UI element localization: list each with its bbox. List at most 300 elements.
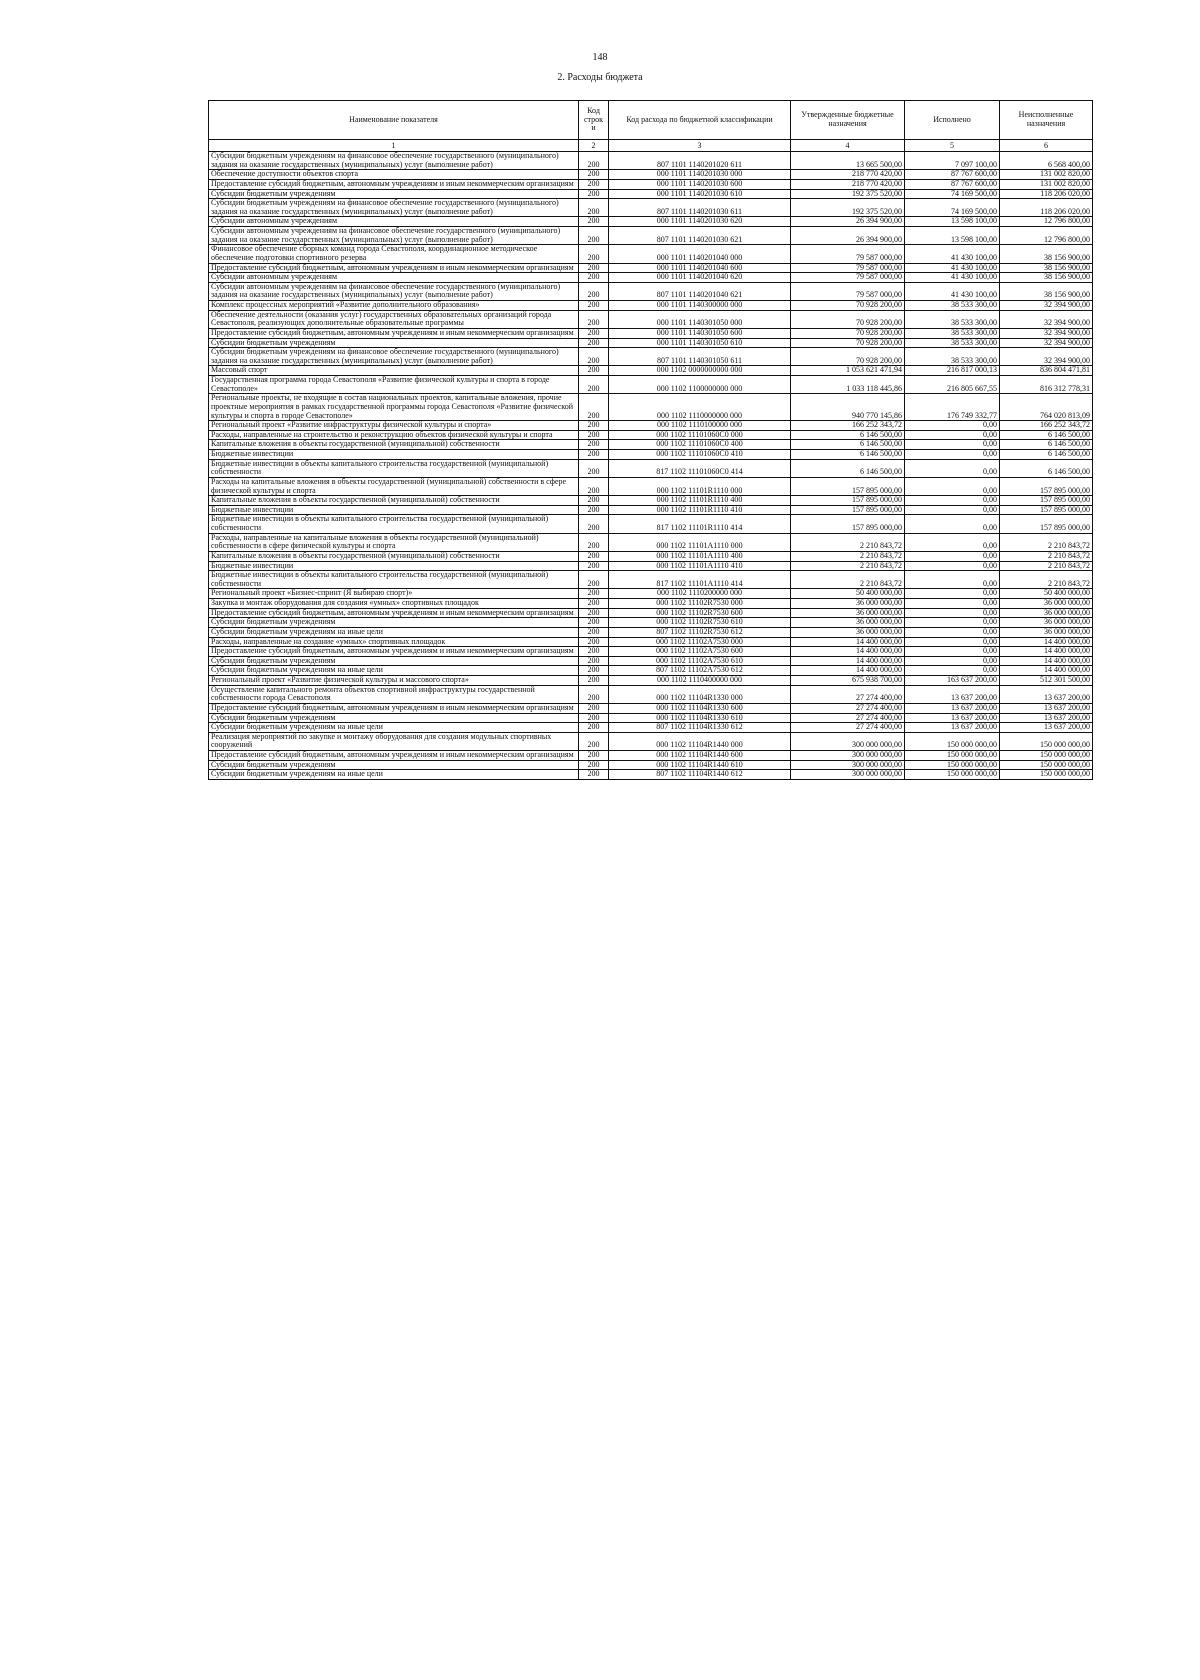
- row-unexecuted: 2 210 843,72: [1000, 571, 1093, 589]
- row-executed: 0,00: [905, 430, 1000, 440]
- row-name: Бюджетные инвестиции: [209, 561, 579, 571]
- row-executed: 0,00: [905, 656, 1000, 666]
- row-budget-code: 000 1101 1140201040 620: [609, 273, 791, 283]
- row-line-code: 200: [579, 430, 609, 440]
- row-unexecuted: 118 206 020,00: [1000, 199, 1093, 217]
- row-unexecuted: 157 895 000,00: [1000, 496, 1093, 506]
- row-unexecuted: 2 210 843,72: [1000, 533, 1093, 551]
- table-row: [209, 637, 1093, 647]
- row-budget-code: 000 1102 11101R1110 400: [609, 496, 791, 506]
- table-row: [209, 450, 1093, 460]
- row-approved: 1 033 118 445,86: [791, 376, 905, 394]
- column-number-row: [209, 140, 1093, 152]
- row-budget-code: 000 1102 11104R1440 610: [609, 760, 791, 770]
- row-name: Субсидии бюджетным учреждениям на иные цели: [209, 666, 579, 676]
- row-unexecuted: 38 156 900,00: [1000, 273, 1093, 283]
- row-executed: 41 430 100,00: [905, 263, 1000, 273]
- row-name: Субсидии бюджетным учреждениям: [209, 618, 579, 628]
- row-name: Финансовое обеспечение сборных команд города Севастополя, координационное методическое обеспечение подготовки спортивного резерва: [209, 245, 579, 263]
- row-line-code: 200: [579, 515, 609, 533]
- row-approved: 26 394 900,00: [791, 217, 905, 227]
- row-name: Субсидии автономным учреждениям на финансовое обеспечение государственного (муниципального) задания на оказание государственных (муниципальных) услуг (выполнение работ): [209, 227, 579, 245]
- row-budget-code: 807 1101 1140301050 611: [609, 348, 791, 366]
- row-executed: 0,00: [905, 421, 1000, 431]
- row-name: Предоставление субсидий бюджетным, автономным учреждениям и иным некоммерческим организациям: [209, 328, 579, 338]
- row-approved: 14 400 000,00: [791, 666, 905, 676]
- row-executed: 0,00: [905, 571, 1000, 589]
- row-approved: 166 252 343,72: [791, 421, 905, 431]
- row-name: Закупка и монтаж оборудования для создания «умных» спортивных площадок: [209, 599, 579, 609]
- row-budget-code: 000 1101 1140301050 610: [609, 338, 791, 348]
- row-name: Предоставление субсидий бюджетным, автономным учреждениям и иным некоммерческим организациям: [209, 751, 579, 761]
- row-approved: 70 928 200,00: [791, 338, 905, 348]
- row-approved: 6 146 500,00: [791, 450, 905, 460]
- row-unexecuted: 38 156 900,00: [1000, 245, 1093, 263]
- row-unexecuted: 14 400 000,00: [1000, 666, 1093, 676]
- row-approved: 79 587 000,00: [791, 263, 905, 273]
- row-executed: 0,00: [905, 637, 1000, 647]
- table-row: [209, 376, 1093, 394]
- row-approved: 157 895 000,00: [791, 515, 905, 533]
- table-row: [209, 338, 1093, 348]
- row-line-code: 200: [579, 273, 609, 283]
- row-line-code: 200: [579, 450, 609, 460]
- row-executed: 41 430 100,00: [905, 282, 1000, 300]
- row-line-code: 200: [579, 760, 609, 770]
- row-executed: 13 637 200,00: [905, 723, 1000, 733]
- row-line-code: 200: [579, 703, 609, 713]
- row-budget-code: 000 1102 11101R1110 000: [609, 477, 791, 495]
- row-executed: 0,00: [905, 477, 1000, 495]
- row-line-code: 200: [579, 751, 609, 761]
- row-name: Предоставление субсидий бюджетным, автономным учреждениям и иным некоммерческим организациям: [209, 263, 579, 273]
- row-approved: 6 146 500,00: [791, 440, 905, 450]
- row-name: Обеспечение деятельности (оказания услуг) государственных образовательных организаций города Севастополя, реализующих дополнительные образовательные программы: [209, 310, 579, 328]
- row-line-code: 200: [579, 245, 609, 263]
- row-approved: 300 000 000,00: [791, 770, 905, 780]
- row-executed: 150 000 000,00: [905, 751, 1000, 761]
- row-name: Бюджетные инвестиции в объекты капитального строительства государственной (муниципальной) собственности: [209, 571, 579, 589]
- page-number: 148: [592, 52, 608, 63]
- row-line-code: 200: [579, 713, 609, 723]
- row-unexecuted: 2 210 843,72: [1000, 551, 1093, 561]
- table-row: [209, 589, 1093, 599]
- row-budget-code: 000 1101 1140201040 000: [609, 245, 791, 263]
- row-approved: 36 000 000,00: [791, 627, 905, 637]
- row-line-code: 200: [579, 217, 609, 227]
- row-budget-code: 000 1101 1140301050 000: [609, 310, 791, 328]
- row-unexecuted: 118 206 020,00: [1000, 189, 1093, 199]
- column-number: 3: [609, 140, 791, 152]
- table-row: [209, 301, 1093, 311]
- row-approved: 2 210 843,72: [791, 571, 905, 589]
- row-budget-code: 817 1102 11101060C0 414: [609, 459, 791, 477]
- row-line-code: 200: [579, 770, 609, 780]
- row-executed: 74 169 500,00: [905, 189, 1000, 199]
- row-name: Субсидии бюджетным учреждениям: [209, 338, 579, 348]
- table-row: [209, 199, 1093, 217]
- row-budget-code: 807 1102 11102R7530 612: [609, 627, 791, 637]
- row-line-code: 200: [579, 440, 609, 450]
- table-row: [209, 282, 1093, 300]
- row-executed: 0,00: [905, 561, 1000, 571]
- row-executed: 0,00: [905, 608, 1000, 618]
- table-row: [209, 751, 1093, 761]
- row-budget-code: 000 1102 11101R1110 410: [609, 505, 791, 515]
- row-name: Региональный проект «Развитие инфраструктуры физической культуры и спорта»: [209, 421, 579, 431]
- header-executed: Исполнено: [905, 101, 1000, 140]
- row-approved: 14 400 000,00: [791, 647, 905, 657]
- row-line-code: 200: [579, 647, 609, 657]
- table-row: [209, 676, 1093, 686]
- row-approved: 36 000 000,00: [791, 608, 905, 618]
- row-line-code: 200: [579, 571, 609, 589]
- table-row: [209, 656, 1093, 666]
- header-unexecuted: Неисполненные назначения: [1000, 101, 1093, 140]
- row-approved: 27 274 400,00: [791, 685, 905, 703]
- row-budget-code: 000 1102 1110000000 000: [609, 394, 791, 421]
- row-unexecuted: 131 002 820,00: [1000, 170, 1093, 180]
- row-name: Субсидии бюджетным учреждениям на иные цели: [209, 627, 579, 637]
- row-budget-code: 807 1102 11104R1330 612: [609, 723, 791, 733]
- row-name: Расходы, направленные на создание «умных» спортивных площадок: [209, 637, 579, 647]
- row-unexecuted: 32 394 900,00: [1000, 301, 1093, 311]
- row-budget-code: 817 1102 11101R1110 414: [609, 515, 791, 533]
- row-unexecuted: 32 394 900,00: [1000, 310, 1093, 328]
- row-budget-code: 000 1102 11101A1110 400: [609, 551, 791, 561]
- row-approved: 218 770 420,00: [791, 179, 905, 189]
- row-line-code: 200: [579, 338, 609, 348]
- row-approved: 157 895 000,00: [791, 477, 905, 495]
- table-body: [209, 152, 1093, 780]
- row-executed: 0,00: [905, 618, 1000, 628]
- table-row: [209, 496, 1093, 506]
- table-row: [209, 328, 1093, 338]
- table-row: [209, 273, 1093, 283]
- row-executed: 176 749 332,77: [905, 394, 1000, 421]
- table-row: [209, 217, 1093, 227]
- row-approved: 218 770 420,00: [791, 170, 905, 180]
- row-name: Обеспечение доступности объектов спорта: [209, 170, 579, 180]
- row-executed: 13 598 100,00: [905, 227, 1000, 245]
- row-line-code: 200: [579, 618, 609, 628]
- row-name: Субсидии автономным учреждениям на финансовое обеспечение государственного (муниципального) задания на оказание государственных (муниципальных) услуг (выполнение работ): [209, 282, 579, 300]
- table-row: [209, 310, 1093, 328]
- row-name: Предоставление субсидий бюджетным, автономным учреждениям и иным некоммерческим организациям: [209, 179, 579, 189]
- row-unexecuted: 512 301 500,00: [1000, 676, 1093, 686]
- row-line-code: 200: [579, 263, 609, 273]
- row-name: Региональный проект «Развитие физической культуры и массового спорта»: [209, 676, 579, 686]
- row-line-code: 200: [579, 732, 609, 750]
- row-name: Бюджетные инвестиции в объекты капитального строительства государственной (муниципальной) собственности: [209, 459, 579, 477]
- row-unexecuted: 32 394 900,00: [1000, 338, 1093, 348]
- row-approved: 36 000 000,00: [791, 599, 905, 609]
- row-unexecuted: 32 394 900,00: [1000, 328, 1093, 338]
- table-row: [209, 152, 1093, 170]
- row-line-code: 200: [579, 348, 609, 366]
- row-name: Субсидии бюджетным учреждениям на иные цели: [209, 770, 579, 780]
- row-approved: 157 895 000,00: [791, 496, 905, 506]
- header-line-code: Код строк и: [579, 101, 609, 140]
- row-unexecuted: 157 895 000,00: [1000, 477, 1093, 495]
- row-budget-code: 000 1102 11104R1330 610: [609, 713, 791, 723]
- row-executed: 0,00: [905, 505, 1000, 515]
- row-executed: 0,00: [905, 440, 1000, 450]
- header-indicator-name: Наименование показателя: [209, 101, 579, 140]
- row-executed: 0,00: [905, 515, 1000, 533]
- row-approved: 940 770 145,86: [791, 394, 905, 421]
- table-row: [209, 245, 1093, 263]
- table-row: [209, 505, 1093, 515]
- row-approved: 1 053 621 471,94: [791, 366, 905, 376]
- header-approved: Утвержденные бюджетные назначения: [791, 101, 905, 140]
- row-budget-code: 807 1101 1140201020 611: [609, 152, 791, 170]
- table-row: [209, 770, 1093, 780]
- row-line-code: 200: [579, 199, 609, 217]
- table-row: [209, 227, 1093, 245]
- row-unexecuted: 2 210 843,72: [1000, 561, 1093, 571]
- row-name: Субсидии бюджетным учреждениям: [209, 656, 579, 666]
- row-executed: 13 637 200,00: [905, 685, 1000, 703]
- row-executed: 0,00: [905, 533, 1000, 551]
- row-approved: 27 274 400,00: [791, 703, 905, 713]
- row-executed: 150 000 000,00: [905, 732, 1000, 750]
- row-executed: 87 767 600,00: [905, 179, 1000, 189]
- table-row: [209, 618, 1093, 628]
- row-name: Субсидии бюджетным учреждениям на иные цели: [209, 723, 579, 733]
- row-line-code: 200: [579, 179, 609, 189]
- row-name: Капитальные вложения в объекты государственной (муниципальной) собственности: [209, 440, 579, 450]
- column-number: 2: [579, 140, 609, 152]
- row-unexecuted: 6 146 500,00: [1000, 440, 1093, 450]
- row-approved: 2 210 843,72: [791, 551, 905, 561]
- row-name: Капитальные вложения в объекты государственной (муниципальной) собственности: [209, 496, 579, 506]
- row-executed: 0,00: [905, 551, 1000, 561]
- row-unexecuted: 150 000 000,00: [1000, 751, 1093, 761]
- table-row: [209, 627, 1093, 637]
- row-approved: 70 928 200,00: [791, 301, 905, 311]
- row-executed: 0,00: [905, 647, 1000, 657]
- row-unexecuted: 6 568 400,00: [1000, 152, 1093, 170]
- row-executed: 87 767 600,00: [905, 170, 1000, 180]
- row-executed: 74 169 500,00: [905, 199, 1000, 217]
- row-approved: 2 210 843,72: [791, 533, 905, 551]
- row-budget-code: 000 1101 1140301050 600: [609, 328, 791, 338]
- row-executed: 38 533 300,00: [905, 338, 1000, 348]
- row-name: Реализация мероприятий по закупке и монтажу оборудования для создания модульных спортивных сооружений: [209, 732, 579, 750]
- row-name: Субсидии бюджетным учреждениям на финансовое обеспечение государственного (муниципального) задания на оказание государственных (муниципальных) услуг (выполнение работ): [209, 199, 579, 217]
- row-name: Государственная программа города Севастополя «Развитие физической культуры и спорта в городе Севастополе»: [209, 376, 579, 394]
- header-budget-code: Код расхода по бюджетной классификации: [609, 101, 791, 140]
- row-line-code: 200: [579, 282, 609, 300]
- row-executed: 0,00: [905, 496, 1000, 506]
- row-executed: 7 097 100,00: [905, 152, 1000, 170]
- row-budget-code: 000 1102 11101A1110 000: [609, 533, 791, 551]
- row-budget-code: 807 1101 1140201040 621: [609, 282, 791, 300]
- row-executed: 41 430 100,00: [905, 273, 1000, 283]
- row-budget-code: 000 1101 1140201040 600: [609, 263, 791, 273]
- column-number: 4: [791, 140, 905, 152]
- budget-expenses-table: [208, 100, 1093, 780]
- row-executed: 216 817 000,13: [905, 366, 1000, 376]
- row-approved: 70 928 200,00: [791, 348, 905, 366]
- row-budget-code: 000 1102 11102A7530 600: [609, 647, 791, 657]
- row-approved: 27 274 400,00: [791, 723, 905, 733]
- row-unexecuted: 14 400 000,00: [1000, 656, 1093, 666]
- table-row: [209, 440, 1093, 450]
- row-budget-code: 000 1102 11101060C0 410: [609, 450, 791, 460]
- row-budget-code: 817 1102 11101A1110 414: [609, 571, 791, 589]
- row-budget-code: 000 1102 11104R1330 600: [609, 703, 791, 713]
- row-approved: 675 938 700,00: [791, 676, 905, 686]
- row-approved: 192 375 520,00: [791, 189, 905, 199]
- row-budget-code: 000 1101 1140201030 000: [609, 170, 791, 180]
- section-title: 2. Расходы бюджета: [557, 72, 643, 83]
- row-executed: 150 000 000,00: [905, 760, 1000, 770]
- row-unexecuted: 14 400 000,00: [1000, 637, 1093, 647]
- row-budget-code: 000 1102 1110400000 000: [609, 676, 791, 686]
- row-line-code: 200: [579, 310, 609, 328]
- row-name: Расходы, направленные на капитальные вложения в объекты государственной (муниципальной) собственности в сфере физической культуры и спорта: [209, 533, 579, 551]
- row-line-code: 200: [579, 685, 609, 703]
- row-line-code: 200: [579, 376, 609, 394]
- row-name: Бюджетные инвестиции: [209, 505, 579, 515]
- row-approved: 192 375 520,00: [791, 199, 905, 217]
- row-name: Бюджетные инвестиции в объекты капитального строительства государственной (муниципальной) собственности: [209, 515, 579, 533]
- row-unexecuted: 36 000 000,00: [1000, 608, 1093, 618]
- row-name: Субсидии бюджетным учреждениям на финансовое обеспечение государственного (муниципального) задания на оказание государственных (муниципальных) услуг (выполнение работ): [209, 348, 579, 366]
- row-unexecuted: 38 156 900,00: [1000, 263, 1093, 273]
- row-executed: 0,00: [905, 627, 1000, 637]
- row-budget-code: 000 1102 11102R7530 600: [609, 608, 791, 618]
- row-approved: 300 000 000,00: [791, 732, 905, 750]
- row-line-code: 200: [579, 189, 609, 199]
- row-line-code: 200: [579, 227, 609, 245]
- row-budget-code: 807 1101 1140201030 621: [609, 227, 791, 245]
- row-unexecuted: 36 000 000,00: [1000, 599, 1093, 609]
- table-row: [209, 561, 1093, 571]
- row-unexecuted: 816 312 778,31: [1000, 376, 1093, 394]
- row-line-code: 200: [579, 561, 609, 571]
- row-line-code: 200: [579, 152, 609, 170]
- row-unexecuted: 13 637 200,00: [1000, 703, 1093, 713]
- row-name: Предоставление субсидий бюджетным, автономным учреждениям и иным некоммерческим организациям: [209, 608, 579, 618]
- row-executed: 38 533 300,00: [905, 301, 1000, 311]
- row-name: Массовый спорт: [209, 366, 579, 376]
- row-name: Бюджетные инвестиции: [209, 450, 579, 460]
- table-row: [209, 179, 1093, 189]
- row-approved: 14 400 000,00: [791, 656, 905, 666]
- row-budget-code: 000 1101 1140201030 600: [609, 179, 791, 189]
- table-row: [209, 599, 1093, 609]
- row-line-code: 200: [579, 551, 609, 561]
- column-number: 5: [905, 140, 1000, 152]
- row-unexecuted: 6 146 500,00: [1000, 430, 1093, 440]
- row-line-code: 200: [579, 533, 609, 551]
- row-unexecuted: 157 895 000,00: [1000, 515, 1093, 533]
- row-unexecuted: 13 637 200,00: [1000, 685, 1093, 703]
- table-row: [209, 459, 1093, 477]
- row-name: Предоставление субсидий бюджетным, автономным учреждениям и иным некоммерческим организациям: [209, 703, 579, 713]
- row-line-code: 200: [579, 394, 609, 421]
- row-unexecuted: 6 146 500,00: [1000, 450, 1093, 460]
- table-row: [209, 685, 1093, 703]
- row-approved: 36 000 000,00: [791, 618, 905, 628]
- column-number: 1: [209, 140, 579, 152]
- row-line-code: 200: [579, 421, 609, 431]
- row-executed: 0,00: [905, 589, 1000, 599]
- row-line-code: 200: [579, 676, 609, 686]
- row-approved: 6 146 500,00: [791, 430, 905, 440]
- row-approved: 14 400 000,00: [791, 637, 905, 647]
- row-executed: 38 533 300,00: [905, 348, 1000, 366]
- table-row: [209, 760, 1093, 770]
- row-unexecuted: 836 804 471,81: [1000, 366, 1093, 376]
- row-approved: 70 928 200,00: [791, 328, 905, 338]
- header-row: [209, 101, 1093, 140]
- row-name: Субсидии автономным учреждениям: [209, 217, 579, 227]
- table-row: [209, 703, 1093, 713]
- table-row: [209, 515, 1093, 533]
- table-row: [209, 732, 1093, 750]
- row-unexecuted: 50 400 000,00: [1000, 589, 1093, 599]
- table-row: [209, 170, 1093, 180]
- row-executed: 0,00: [905, 450, 1000, 460]
- row-name: Субсидии бюджетным учреждениям на финансовое обеспечение государственного (муниципального) задания на оказание государственных (муниципальных) услуг (выполнение работ): [209, 152, 579, 170]
- row-approved: 27 274 400,00: [791, 713, 905, 723]
- row-approved: 2 210 843,72: [791, 561, 905, 571]
- row-unexecuted: 150 000 000,00: [1000, 760, 1093, 770]
- row-line-code: 200: [579, 366, 609, 376]
- row-line-code: 200: [579, 656, 609, 666]
- row-budget-code: 000 1102 11102A7530 000: [609, 637, 791, 647]
- row-budget-code: 000 1101 1140201030 620: [609, 217, 791, 227]
- row-approved: 70 928 200,00: [791, 310, 905, 328]
- row-unexecuted: 764 020 813,09: [1000, 394, 1093, 421]
- row-approved: 79 587 000,00: [791, 245, 905, 263]
- row-unexecuted: 32 394 900,00: [1000, 348, 1093, 366]
- row-budget-code: 000 1102 11102R7530 610: [609, 618, 791, 628]
- row-budget-code: 807 1102 11104R1440 612: [609, 770, 791, 780]
- row-unexecuted: 150 000 000,00: [1000, 732, 1093, 750]
- row-name: Предоставление субсидий бюджетным, автономным учреждениям и иным некоммерческим организациям: [209, 647, 579, 657]
- row-unexecuted: 13 637 200,00: [1000, 723, 1093, 733]
- table-row: [209, 189, 1093, 199]
- row-name: Осуществление капитального ремонта объектов спортивной инфраструктуры государственной собственности города Севастополя: [209, 685, 579, 703]
- row-executed: 38 533 300,00: [905, 310, 1000, 328]
- table-row: [209, 477, 1093, 495]
- row-budget-code: 000 1102 1110100000 000: [609, 421, 791, 431]
- row-executed: 216 805 667,55: [905, 376, 1000, 394]
- row-line-code: 200: [579, 459, 609, 477]
- table-row: [209, 666, 1093, 676]
- row-budget-code: 000 1102 11104R1440 000: [609, 732, 791, 750]
- row-approved: 79 587 000,00: [791, 282, 905, 300]
- row-line-code: 200: [579, 328, 609, 338]
- row-budget-code: 807 1102 11102A7530 612: [609, 666, 791, 676]
- row-budget-code: 000 1102 0000000000 000: [609, 366, 791, 376]
- table-row: [209, 348, 1093, 366]
- column-number: 6: [1000, 140, 1093, 152]
- row-approved: 6 146 500,00: [791, 459, 905, 477]
- row-name: Расходы, направленные на строительство и реконструкцию объектов физической культуры и спорта: [209, 430, 579, 440]
- table-row: [209, 533, 1093, 551]
- row-budget-code: 000 1102 11101060C0 000: [609, 430, 791, 440]
- row-executed: 13 637 200,00: [905, 703, 1000, 713]
- row-unexecuted: 36 000 000,00: [1000, 618, 1093, 628]
- row-name: Комплекс процессных мероприятий «Развитие дополнительного образования»: [209, 301, 579, 311]
- row-line-code: 200: [579, 608, 609, 618]
